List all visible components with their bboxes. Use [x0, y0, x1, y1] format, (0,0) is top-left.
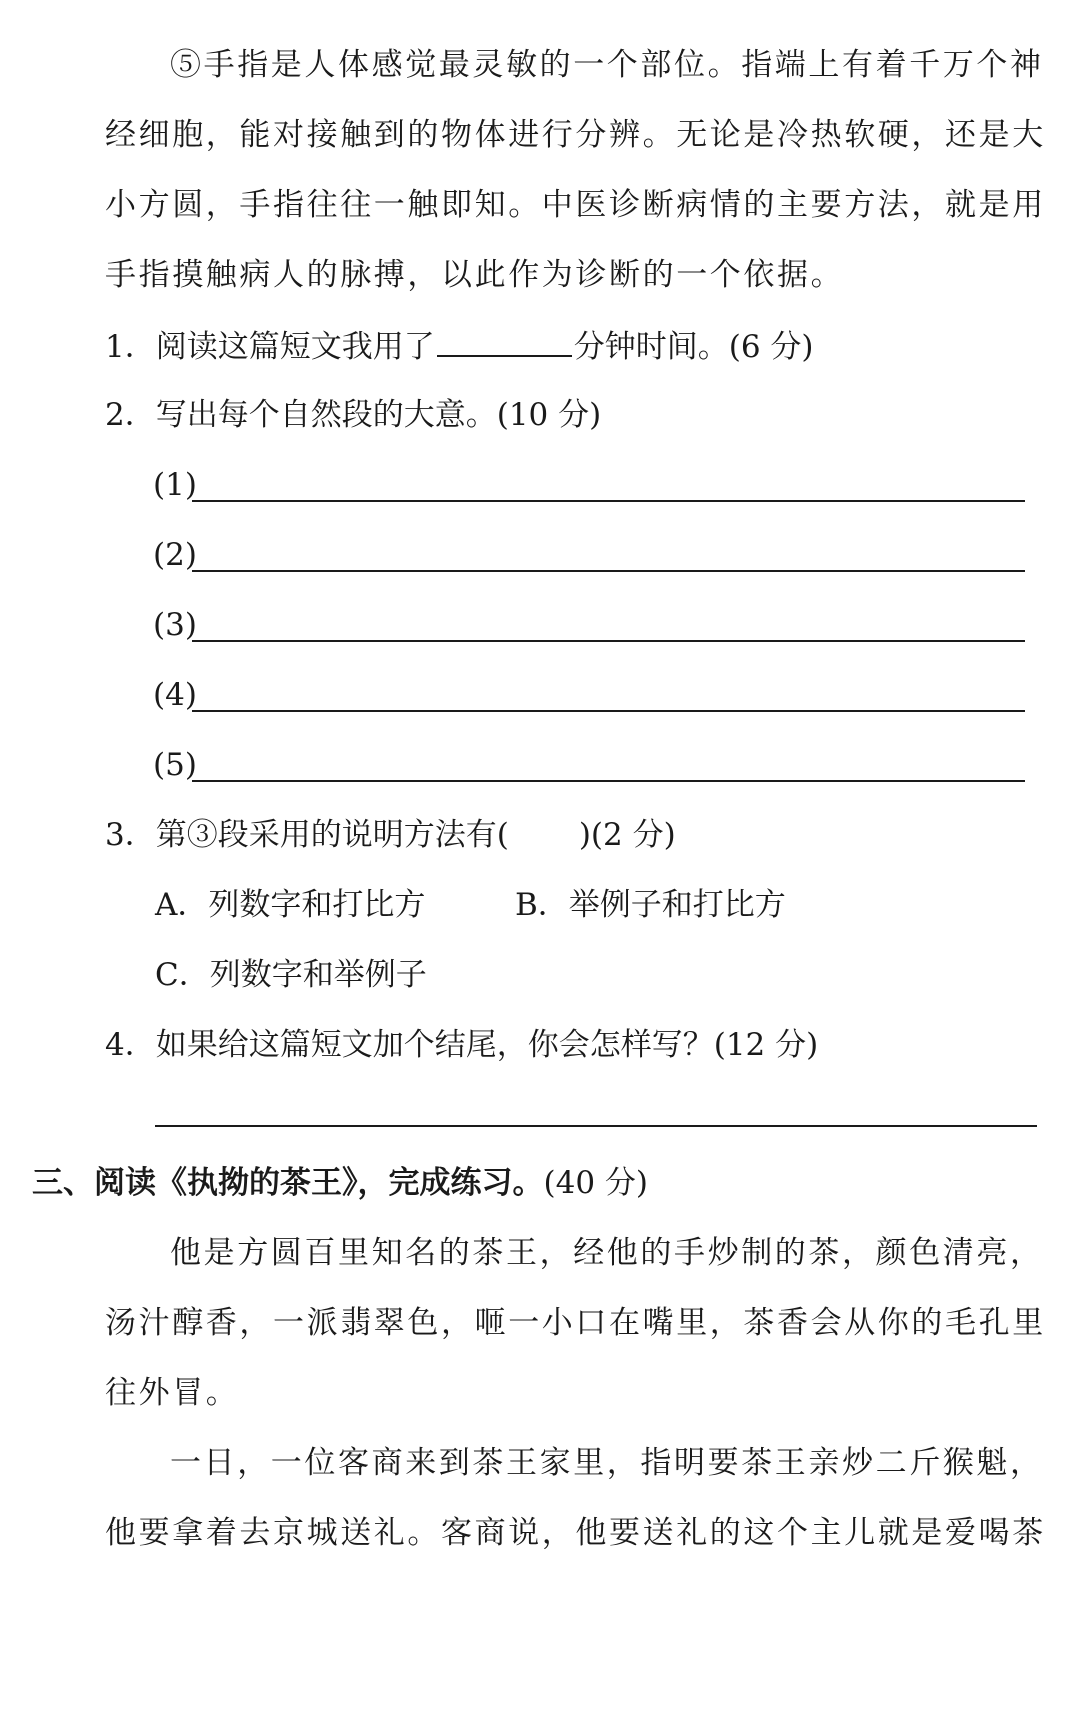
passage-line: ⑤手指是人体感觉最灵敏的一个部位。指端上有着千万个神	[170, 47, 1044, 83]
question-2	[105, 395, 601, 435]
passage-line: 他要拿着去京城送礼。客商说，他要送礼的这个主儿就是爱喝茶	[105, 1515, 1046, 1551]
option-b[interactable]: B．举例子和打比方	[515, 887, 786, 923]
question-text: 分钟时间。(6 分)	[573, 329, 814, 365]
answer-line[interactable]	[192, 570, 1025, 572]
answer-line[interactable]	[192, 500, 1025, 502]
question-text: 如果给这篇短文加个结尾，你会怎样写？(12 分)	[155, 1027, 819, 1063]
passage-line: 汤汁醇香，一派翡翠色，咂一小口在嘴里，茶香会从你的毛孔里	[105, 1305, 1046, 1341]
option-a[interactable]: A．列数字和打比方	[155, 887, 426, 923]
passage-line: 小方圆，手指往往一触即知。中医诊断病情的主要方法，就是用	[105, 187, 1046, 223]
answer-line[interactable]	[155, 1125, 1037, 1127]
question-text: )(2 分)	[578, 817, 676, 853]
question-number: 4．	[105, 1027, 156, 1063]
question-number: 2．	[105, 397, 156, 433]
question-3	[105, 815, 676, 855]
answer-label: (3)	[153, 607, 197, 643]
question-1	[105, 325, 814, 367]
answer-label: (5)	[153, 747, 197, 783]
passage-line: 一日，一位客商来到茶王家里，指明要茶王亲炒二斤猴魁，	[170, 1445, 1044, 1481]
passage-line: 他是方圆百里知名的茶王，经他的手炒制的茶，颜色清亮，	[170, 1235, 1044, 1271]
answer-label: (4)	[153, 677, 197, 713]
answer-label: (1)	[153, 467, 197, 503]
section-title: 三、阅读《执拗的茶王》，完成练习。	[32, 1165, 544, 1201]
question-4	[105, 1025, 818, 1065]
passage-line: 往外冒。	[105, 1375, 240, 1411]
answer-label: (2)	[153, 537, 197, 573]
question-text: 第③段采用的说明方法有(	[155, 817, 509, 853]
section-score: (40 分)	[543, 1165, 648, 1201]
answer-line[interactable]	[192, 780, 1025, 782]
question-text: 写出每个自然段的大意。(10 分)	[155, 397, 602, 433]
option-c[interactable]: C．列数字和举例子	[155, 957, 427, 993]
section-heading	[32, 1163, 648, 1203]
passage-line: 经细胞，能对接触到的物体进行分辨。无论是冷热软硬，还是大	[105, 117, 1046, 153]
answer-line[interactable]	[192, 710, 1025, 712]
question-number: 1．	[105, 329, 156, 365]
answer-line[interactable]	[192, 640, 1025, 642]
question-number: 3．	[105, 817, 156, 853]
question-text: 阅读这篇短文我用了	[155, 329, 435, 365]
passage-line: 手指摸触病人的脉搏，以此作为诊断的一个依据。	[105, 257, 845, 293]
answer-blank[interactable]	[437, 325, 572, 357]
